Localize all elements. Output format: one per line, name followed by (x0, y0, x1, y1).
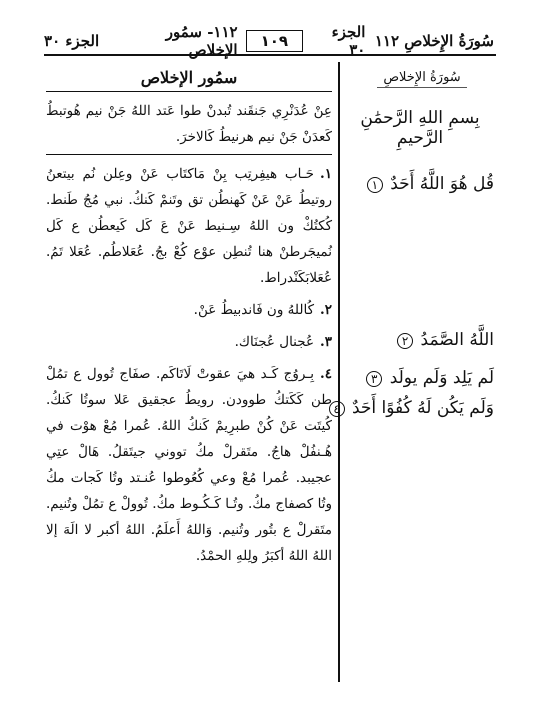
header-center (113, 23, 365, 59)
translation-column (46, 62, 332, 682)
ayah-number-marker: ٤ (329, 401, 345, 417)
surah-title: سُورَةُ الإِخلاصِ (377, 70, 467, 88)
ayah-text: قُل هُوَ اللَّهُ أَحَدٌ (390, 174, 494, 194)
section-text: بِـروُج كَـد هيَ عقوتْ لَاتَاكَم. صفَاج تُوول ع تمُلْ طن كَكَتكُ طوودن. رويطُ عجقيق عَلا سوتُا كَنكُ. كُيتَت عَنْ كُنْ طبرِيمْ كَنكُ اللهُ. عُمرا مُعْ هوْت في هُـنفُلْ هاجُ. متَقرلْ مكُ تووني جيتَقلُ. هَالْ عتِي عجيبد. عُمرا مُعْ وعي كُعُوطوا عُنـتد وتُا كَجات مكُ وتُا كصفاج مكُ. وتُـا كَـكُـوط مكُ. تُوولْ ع تمُلْ وتُنيم. متَقرلْ ع بتُور وتُنيم. وَاللهُ أَعلَمُ. اللهُ أكبر لا الَهَ إلا اللهُ اللهُ أكبَرُ ولِلهِ الحمْدُ. (46, 366, 332, 564)
title-rule (46, 91, 332, 92)
ayah-4 (333, 398, 494, 418)
ayah-number-marker: ١ (367, 177, 383, 193)
section-text: كُاللهُ ون فَاندبيطُ عَنْ. (193, 302, 315, 318)
section-1 (46, 161, 332, 291)
header-surah-name: سُورَةُ الإِخلاصِ ١١٢ (374, 32, 494, 50)
intro-rule (46, 154, 332, 155)
section-3 (46, 329, 332, 355)
ayah-2 (346, 330, 494, 350)
section-4 (46, 361, 332, 569)
basmala: بِسمِ اللهِ الرَّحمَٰنِ الرَّحيمِ (360, 108, 480, 148)
section-number: ٣. (320, 334, 332, 350)
section-text: عُجنال عُجنَاك. (234, 334, 315, 350)
ayah-3 (346, 368, 494, 388)
ayah-1 (346, 174, 494, 194)
ayah-text: لَم يَلِد وَلَم يولَد (389, 368, 494, 388)
column-divider (338, 62, 340, 682)
page-header (44, 23, 496, 59)
header-juz-label: الجزء ٣٠ (331, 23, 366, 59)
ayah-text: اللَّهُ الصَّمَدُ (420, 330, 494, 350)
section-number: ١. (320, 166, 332, 182)
section-text: حَـاب هيفِرتِب بِنْ مَاكتَاب عَنْ وعِلن نُم بيتعنُ روتيطُ عَنْ عَنْ كَهنطُن تق وتَنمْ كَنكُ. نبي مُجُ طَنط. كُكتُكْ ون اللهُ سِـنيط عَنْ عَ كَل كَيعطُن ع كَل نُميجَرطنْ هنا تُنطِن عوْع كُعْ بجُ. عُعَلاطُم. عُعَلا تَمُ. عُعَلابَكَنْدراط. (46, 166, 332, 286)
ayah-number-marker: ٢ (397, 333, 413, 349)
page-number: ١٠٩ (246, 30, 303, 52)
intro-paragraph: عِنْ عُدَنْرِي جَنقَند تُبدنْ طوا عَتد اللهُ جَنْ نيم هُوتبطُ كَعدَنْ جَنْ نيم هرنيطُ كَالاخرَ. (46, 103, 332, 145)
section-number: ٢. (320, 302, 332, 318)
header-juz-left: الجزء ٣٠ (44, 32, 100, 50)
ayah-text: وَلَم يَكُن لَهُ كُفُوًا أَحَدٌ (351, 398, 494, 418)
arabic-text-column (333, 62, 498, 682)
section-number: ٤. (320, 366, 332, 382)
translation-title: سمُور الإخلاص (140, 68, 238, 87)
ayah-number-marker: ٣ (366, 371, 382, 387)
header-surah-translation: ١١٢- سمُور الإخلاص (165, 23, 238, 59)
section-2 (46, 297, 332, 323)
